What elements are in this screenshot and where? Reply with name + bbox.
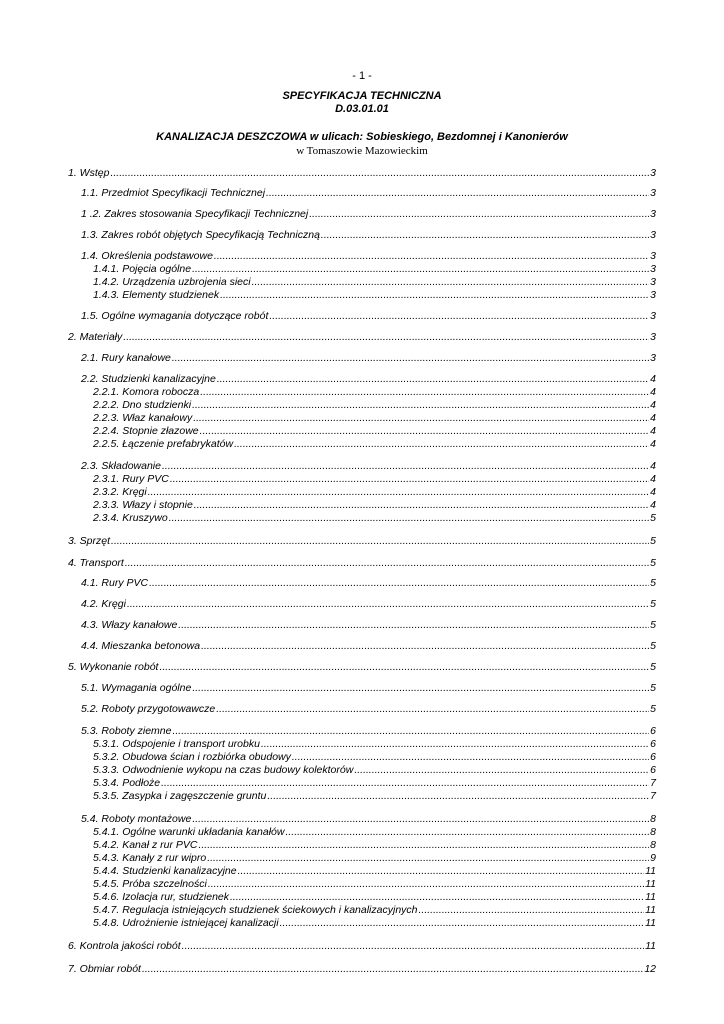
toc-entry: [68, 331, 656, 344]
toc-leader-dots: [170, 473, 649, 486]
toc-entry: [81, 352, 656, 365]
toc-entry: [93, 425, 656, 438]
toc-entry: [93, 852, 656, 865]
toc-entry-label: 5.3.4. Podłoże: [93, 777, 161, 789]
toc-leader-dots: [252, 276, 650, 289]
toc-leader-dots: [261, 738, 649, 751]
toc-entry-label: 5.3.5. Zasypka i zagęszczenie gruntu: [93, 790, 267, 802]
toc-entry: [81, 725, 656, 738]
toc-entry: [93, 917, 656, 930]
toc-entry: [68, 167, 656, 180]
toc-leader-dots: [125, 557, 649, 570]
toc-entry-page: 3: [650, 263, 656, 275]
toc-entry: [81, 598, 656, 611]
toc-entry: [93, 499, 656, 512]
toc-entry: [81, 703, 656, 716]
toc-entry-label: 5. Wykonanie robót: [68, 661, 159, 673]
document-title: SPECYFIKACJA TECHNICZNA: [282, 90, 442, 102]
toc-entry-page: 6: [650, 738, 656, 750]
toc-entry-label: 5.4.5. Próba szczelności: [93, 878, 207, 890]
toc-leader-dots: [200, 386, 649, 399]
toc-entry-label: 1.5. Ogólne wymagania dotyczące robót: [81, 310, 269, 322]
toc-entry-label: 1.4.1. Pojęcia ogólne: [93, 263, 192, 275]
toc-leader-dots: [419, 904, 645, 917]
toc-entry-page: 11: [645, 865, 656, 877]
toc-entry: [93, 473, 656, 486]
toc-entry-label: 4.4. Mieszanka betonowa: [81, 640, 201, 652]
toc-entry: [93, 276, 656, 289]
toc-entry-page: 4: [650, 438, 656, 450]
toc-leader-dots: [216, 703, 649, 716]
toc-entry-page: 3: [650, 276, 656, 288]
toc-leader-dots: [193, 412, 649, 425]
toc-entry-page: 4: [650, 399, 656, 411]
toc-entry-label: 5.4.3. Kanały z rur wipro: [93, 852, 207, 864]
toc-leader-dots: [192, 682, 649, 695]
toc-entry-label: 5.4. Roboty montażowe: [81, 813, 192, 825]
toc-entry-label: 2.3.1. Rury PVC: [93, 473, 169, 485]
toc-leader-dots: [111, 535, 649, 548]
toc-entry-page: 3: [650, 250, 656, 262]
toc-entry-label: 1.3. Zakres robót objętych Specyfikacją Techniczną: [81, 229, 320, 241]
toc-entry: [93, 412, 656, 425]
toc-entry-page: 5: [650, 682, 656, 694]
toc-entry-page: 8: [650, 826, 656, 838]
toc-leader-dots: [217, 373, 649, 386]
toc-leader-dots: [266, 187, 649, 200]
toc-entry: [81, 373, 656, 386]
toc-entry-page: 3: [650, 229, 656, 241]
toc-leader-dots: [172, 352, 649, 365]
toc-entry-page: 3: [650, 310, 656, 322]
toc-entry-label: 5.4.6. Izolacja rur, studzienek: [93, 891, 229, 903]
toc-entry-label: 2.2. Studzienki kanalizacyjne: [81, 373, 216, 385]
toc-entry: [93, 878, 656, 891]
toc-leader-dots: [182, 940, 644, 953]
toc-entry-label: 2.2.3. Właz kanałowy: [93, 412, 193, 424]
toc-entry-page: 11: [645, 917, 656, 929]
toc-leader-dots: [208, 878, 644, 891]
toc-entry-label: 1 .2. Zakres stosowania Specyfikacji Technicznej: [81, 208, 309, 220]
toc-entry-label: 2.1. Rury kanałowe: [81, 352, 171, 364]
toc-entry: [93, 738, 656, 751]
toc-leader-dots: [285, 826, 649, 839]
toc-leader-dots: [123, 331, 649, 344]
toc-entry-page: 5: [650, 619, 656, 631]
toc-entry-label: 1.4.2. Urządzenia uzbrojenia sieci: [93, 276, 251, 288]
toc-entry: [93, 839, 656, 852]
toc-leader-dots: [192, 263, 649, 276]
toc-leader-dots: [198, 839, 649, 852]
toc-entry-page: 6: [650, 764, 656, 776]
toc-entry-page: 4: [650, 412, 656, 424]
toc-entry-page: 4: [650, 386, 656, 398]
toc-entry-label: 5.4.2. Kanał z rur PVC: [93, 839, 198, 851]
toc-leader-dots: [127, 598, 649, 611]
toc-entry: [81, 460, 656, 473]
toc-entry-label: 5.4.8. Udrożnienie istniejącej kanalizacji: [93, 917, 279, 929]
toc-entry-label: 1. Wstęp: [68, 167, 110, 179]
toc-leader-dots: [214, 250, 649, 263]
toc-entry-label: 5.1. Wymagania ogólne: [81, 682, 192, 694]
toc-leader-dots: [161, 777, 649, 790]
toc-entry-page: 5: [650, 640, 656, 652]
toc-entry: [68, 661, 656, 674]
toc-entry: [81, 250, 656, 263]
document-location: w Tomaszowie Mazowieckim: [296, 145, 428, 157]
toc-entry-label: 5.3.3. Odwodnienie wykopu na czas budowy kolektorów: [93, 764, 354, 776]
toc-entry-page: 7: [650, 790, 656, 802]
page-number: - 1 -: [352, 70, 372, 82]
toc-leader-dots: [309, 208, 649, 221]
toc-entry: [81, 682, 656, 695]
toc-entry: [81, 187, 656, 200]
toc-entry: [93, 751, 656, 764]
toc-entry-page: 12: [644, 963, 656, 975]
toc-entry-page: 4: [650, 373, 656, 385]
toc-leader-dots: [230, 891, 644, 904]
toc-entry-label: 2.2.5. Łączenie prefabrykatów: [93, 438, 234, 450]
toc-entry: [68, 557, 656, 570]
toc-leader-dots: [149, 577, 649, 590]
toc-entry-page: 5: [650, 512, 656, 524]
toc-entry-label: 2.3.3. Włazy i stopnie: [93, 499, 193, 511]
toc-entry-label: 7. Obmiar robót: [68, 963, 141, 975]
toc-entry-page: 4: [650, 425, 656, 437]
toc-entry: [93, 790, 656, 803]
toc-leader-dots: [142, 963, 643, 976]
toc-entry-page: 5: [650, 557, 656, 569]
toc-entry-label: 1.4. Określenia podstawowe: [81, 250, 213, 262]
toc-entry-label: 5.4.7. Regulacja istniejących studzienek ściekowych i kanalizacyjnych: [93, 904, 418, 916]
toc-entry-page: 5: [650, 535, 656, 547]
toc-entry-page: 3: [650, 208, 656, 220]
toc-leader-dots: [354, 764, 649, 777]
toc-entry-page: 3: [650, 187, 656, 199]
toc-entry-label: 3. Sprzęt: [68, 535, 111, 547]
toc-entry-label: 4.3. Włazy kanałowe: [81, 619, 178, 631]
toc-entry-page: 5: [650, 703, 656, 715]
toc-entry-page: 5: [650, 661, 656, 673]
toc-entry-page: 6: [650, 725, 656, 737]
toc-leader-dots: [267, 790, 649, 803]
toc-entry: [93, 438, 656, 451]
toc-leader-dots: [192, 813, 649, 826]
toc-entry: [81, 640, 656, 653]
toc-entry: [81, 208, 656, 221]
toc-entry: [93, 891, 656, 904]
toc-leader-dots: [110, 167, 649, 180]
toc-entry-label: 4.2. Kręgi: [81, 598, 126, 610]
toc-entry: [81, 619, 656, 632]
toc-entry-label: 5.3.1. Odspojenie i transport urobku: [93, 738, 260, 750]
toc-leader-dots: [200, 425, 650, 438]
toc-entry-page: 4: [650, 473, 656, 485]
toc-entry-page: 4: [650, 460, 656, 472]
toc-entry-page: 8: [650, 813, 656, 825]
toc-leader-dots: [292, 751, 649, 764]
toc-entry: [81, 229, 656, 242]
toc-leader-dots: [192, 399, 649, 412]
toc-entry-label: 5.4.4. Studzienki kanalizacyjne: [93, 865, 237, 877]
toc-entry: [93, 289, 656, 302]
toc-entry: [93, 386, 656, 399]
toc-entry-label: 4. Transport: [68, 557, 124, 569]
toc-entry: [93, 263, 656, 276]
toc-entry: [93, 764, 656, 777]
toc-entry-label: 2. Materiały: [68, 331, 123, 343]
toc-leader-dots: [201, 640, 649, 653]
toc-entry: [81, 813, 656, 826]
toc-entry: [93, 512, 656, 525]
toc-entry-page: 11: [645, 878, 656, 890]
toc-entry-label: 5.3. Roboty ziemne: [81, 725, 172, 737]
toc-leader-dots: [169, 512, 649, 525]
toc-entry-label: 4.1. Rury PVC: [81, 577, 149, 589]
toc-entry-label: 2.3. Składowanie: [81, 460, 161, 472]
toc-entry-label: 2.3.2. Kręgi: [93, 486, 147, 498]
toc-entry: [68, 535, 656, 548]
toc-entry-page: 6: [650, 751, 656, 763]
toc-entry-page: 5: [650, 598, 656, 610]
toc-entry-page: 3: [650, 331, 656, 343]
toc-leader-dots: [159, 661, 649, 674]
toc-leader-dots: [220, 289, 649, 302]
toc-entry-page: 4: [650, 486, 656, 498]
toc-entry: [81, 577, 656, 590]
toc-entry-page: 7: [650, 777, 656, 789]
toc-entry-page: 3: [650, 289, 656, 301]
toc-leader-dots: [234, 438, 649, 451]
toc-entry-label: 2.3.4. Kruszywo: [93, 512, 168, 524]
document-subject: KANALIZACJA DESZCZOWA w ulicach: Sobieskiego, Bezdomnej i Kanonierów: [156, 131, 568, 143]
toc-entry-page: 11: [645, 940, 656, 952]
toc-entry-label: 2.2.1. Komora robocza: [93, 386, 200, 398]
toc-entry-label: 5.3.2. Obudowa ścian i rozbiórka obudowy: [93, 751, 291, 763]
toc-entry-page: 3: [650, 352, 656, 364]
toc-leader-dots: [178, 619, 649, 632]
toc-entry-page: 4: [650, 499, 656, 511]
toc-leader-dots: [321, 229, 649, 242]
toc-entry-label: 6. Kontrola jakości robót: [68, 940, 181, 952]
toc-entry: [93, 865, 656, 878]
toc-leader-dots: [194, 499, 649, 512]
toc-entry-page: 3: [650, 167, 656, 179]
toc-leader-dots: [207, 852, 649, 865]
toc-entry: [68, 940, 656, 953]
toc-entry-label: 1.4.3. Elementy studzienek: [93, 289, 220, 301]
toc-entry: [93, 486, 656, 499]
toc-entry-label: 2.2.2. Dno studzienki: [93, 399, 192, 411]
toc-entry-page: 11: [645, 891, 656, 903]
toc-entry-label: 2.2.4. Stopnie złazowe: [93, 425, 199, 437]
toc-entry-label: 5.2. Roboty przygotowawcze: [81, 703, 216, 715]
toc-entry-page: 11: [645, 904, 656, 916]
toc-entry-page: 5: [650, 577, 656, 589]
toc-entry-page: 9: [650, 852, 656, 864]
toc-leader-dots: [162, 460, 649, 473]
toc-entry-page: 8: [650, 839, 656, 851]
toc-leader-dots: [148, 486, 649, 499]
document-code: D.03.01.01: [335, 103, 389, 115]
toc-entry: [93, 826, 656, 839]
toc-leader-dots: [269, 310, 649, 323]
toc-entry: [93, 399, 656, 412]
toc-entry: [81, 310, 656, 323]
toc-entry-label: 1.1. Przedmiot Specyfikacji Technicznej: [81, 187, 266, 199]
toc-leader-dots: [238, 865, 645, 878]
toc-entry-label: 5.4.1. Ogólne warunki układania kanałów: [93, 826, 285, 838]
toc-entry: [93, 904, 656, 917]
toc-leader-dots: [280, 917, 644, 930]
toc-entry: [68, 963, 656, 976]
toc-entry: [93, 777, 656, 790]
toc-leader-dots: [172, 725, 649, 738]
